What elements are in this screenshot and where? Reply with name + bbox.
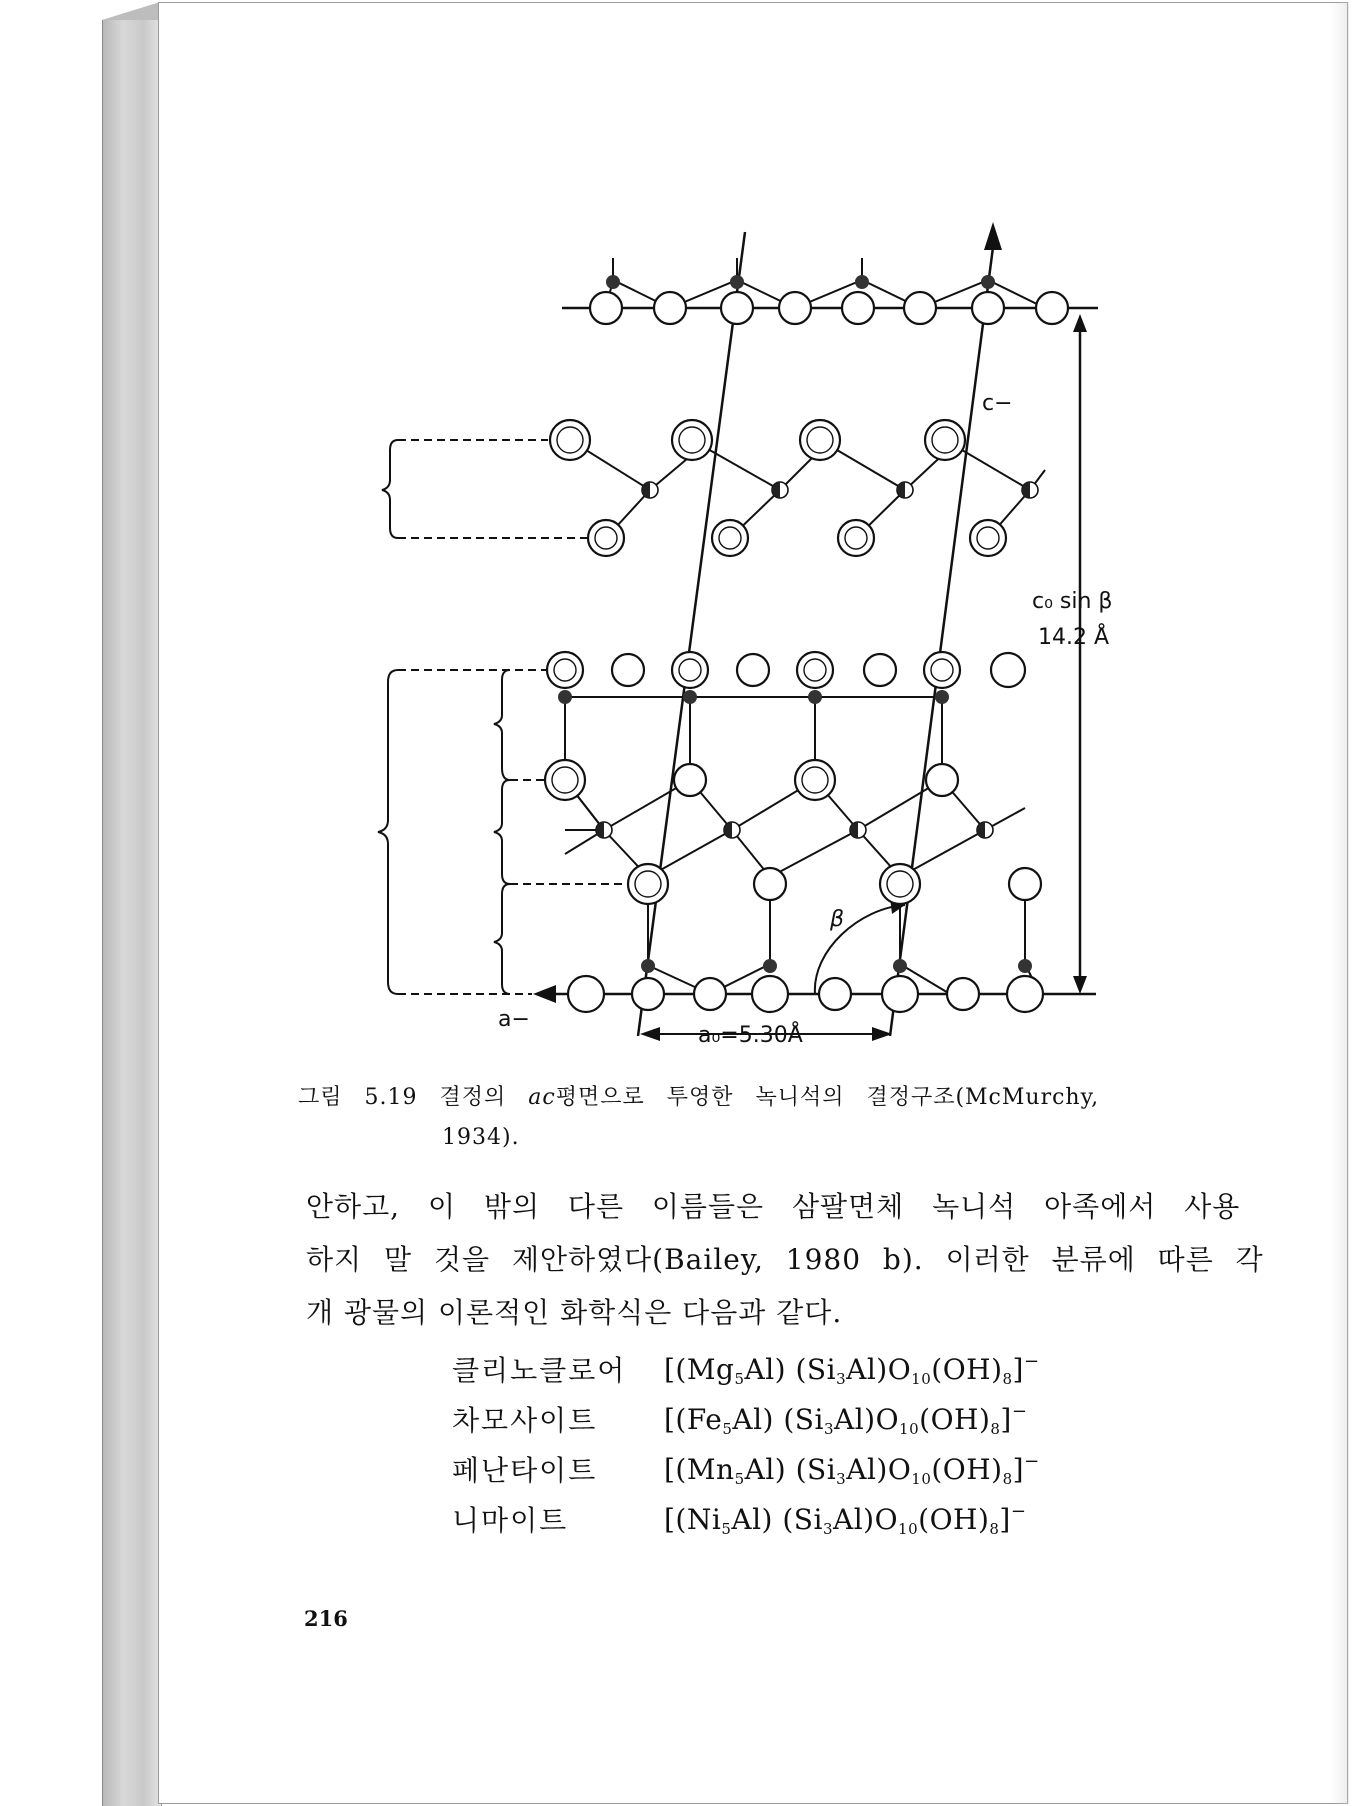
caption-figure-number: 그림 5.19 [298,1085,418,1110]
c-axis-label: c− [982,391,1013,416]
c-axis-arrowhead [984,222,1002,250]
cell-edge-right [890,232,995,1036]
dimension-arrow-bottom [1073,976,1087,994]
body-paragraph [306,1180,1264,1339]
page-number: 216 [304,1606,348,1631]
caption-line-2: 1934). [442,1125,520,1150]
a-axis-arrowhead [533,985,556,1003]
cell-edge-left [638,232,745,1036]
chemical-formula: [$(Mn_5Al)$ $(Si_3Al)O_{10}(OH)_8]^-$ [664,1450,1040,1488]
chemical-formula: [$(Ni_5Al)$ $(Si_3Al)O_{10}(OH)_8]^-$ [664,1500,1027,1538]
body-line-1: 안하고, 이 밖의 다른 이름들은 삼팔면체 녹니석 아족에서 사용 [306,1190,1241,1223]
figure-caption [298,1078,1208,1158]
body-line-3: 개 광물의 이론적인 화학식은 다음과 같다. [306,1296,843,1329]
formula-row [452,1444,1040,1494]
dimension-arrow-top [1073,314,1087,332]
mineral-name: 페난타이트 [452,1454,598,1487]
a0-dimension-label: a₀=5.30Å [698,1023,803,1048]
formula-row [452,1394,1040,1444]
caption-text-after: 평면으로 투영한 녹니석의 결정구조(McMurchy, [555,1085,1100,1110]
formula-row [452,1344,1040,1394]
beta-label: β [830,907,845,932]
caption-line-1 [298,1078,1208,1118]
a-axis-label: a− [498,1007,530,1032]
mineral-name: 차모사이트 [452,1404,598,1437]
mineral-name: 클리노클로어 [452,1354,627,1387]
formula-row [452,1494,1040,1544]
caption-text-before: 결정의 [439,1085,507,1110]
caption-italic-ac: ac [528,1085,556,1110]
mineral-name: 니마이트 [452,1504,569,1537]
layer-spacing-label: 14.2 Å [1038,625,1110,650]
chemical-formula: [$(Mg_5Al)$ $(Si_3Al)O_{10}(OH)_8]^-$ [664,1350,1040,1388]
formula-list [452,1344,1040,1544]
chemical-formula: [$(Fe_5Al)$ $(Si_3Al)O_{10}(OH)_8]^-$ [664,1400,1028,1438]
csinbeta-label: c₀ sin β [1032,589,1113,614]
body-line-2: 하지 말 것을 제안하였다(Bailey, 1980 b). 이러한 분류에 따른 각 [306,1243,1264,1276]
